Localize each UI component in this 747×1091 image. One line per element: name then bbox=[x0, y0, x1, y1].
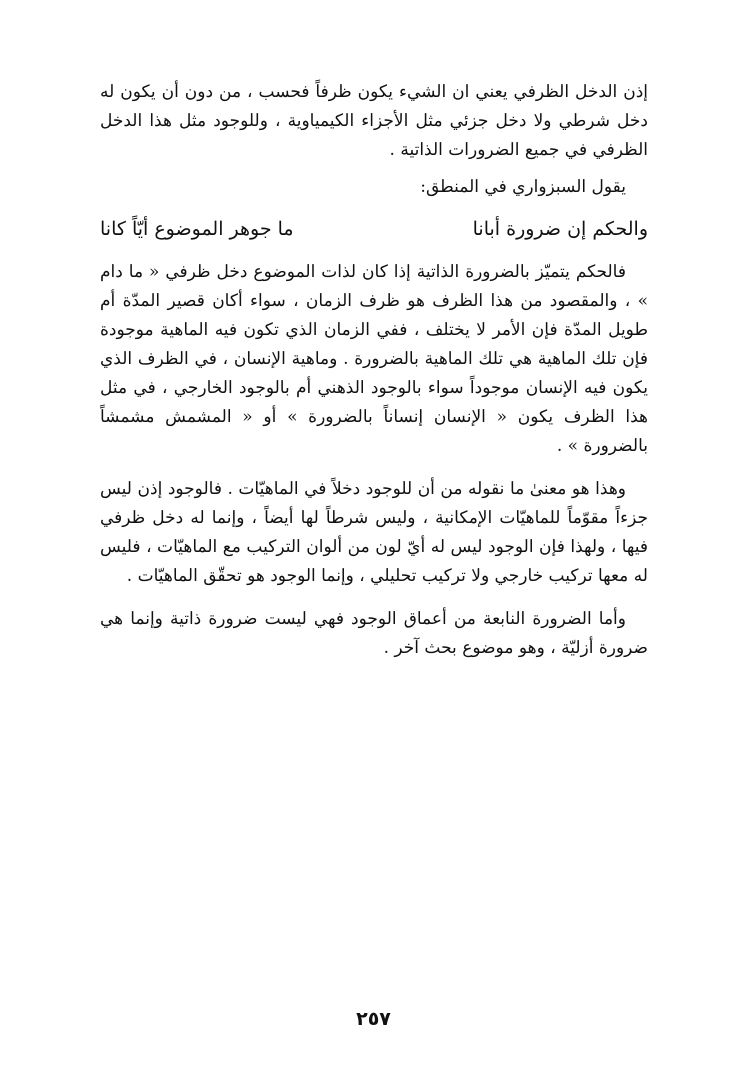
paragraph-intro: إذن الدخل الظرفي يعني ان الشيء يكون ظرفاً فحسب ، من دون أن يكون له دخل شرطي ولا دخل جزئي مثل الأجزاء الكيمياوية ، وللوجود مثل هذا الدخل الظرفي في جميع الضرورات الذاتية . bbox=[100, 82, 648, 160]
page-body bbox=[100, 78, 648, 663]
page-number: ٢٥٧ bbox=[356, 1008, 391, 1030]
paragraph-eternal-necessity: وأما الضرورة النابعة من أعماق الوجود فهي ليست ضرورة ذاتية وإنما هي ضرورة أزليّة ، وهو موضوع بحث آخر . bbox=[100, 609, 648, 658]
paragraph-existence-role: وهذا هو معنىٰ ما نقوله من أن للوجود دخلاً في الماهيّات . فالوجود إذن ليس جزءاً مقوّماً للماهيّات الإمكانية ، وليس شرطاً لها أيضاً ، وإنما له دخل ظرفي فيها ، ولهذا فإن الوجود ليس له أيّ لون من ألوان التركيب مع الماهيّات ، فليس له معها تركيب خارجي ولا تركيب تحليلي ، وإنما الوجود هو تحقّق الماهيّات . bbox=[100, 479, 648, 586]
verse-first-hemistich: والحكم إن ضرورة أبانا bbox=[472, 218, 648, 240]
poetry-verse bbox=[100, 214, 648, 244]
paragraph-quote-intro: يقول السبزواري في المنطق: bbox=[420, 177, 626, 197]
paragraph-essential-necessity: فالحكم يتميّز بالضرورة الذاتية إذا كان لذات الموضوع دخل ظرفي « ما دام » ، والمقصود من هذا الظرف هو ظرف الزمان ، سواء أكان قصير المدّة أم طويل المدّة فإن الأمر لا يختلف ، ففي الزمان الذي تكون فيه الماهية موجودة فإن تلك الماهية هي تلك الماهية بالضرورة . وماهية الإنسان ، في الظرف الذي يكون فيه الإنسان موجوداً سواء بالوجود الذهني أم بالوجود الخارجي ، في مثل هذا الظرف يكون « الإنسان إنساناً بالضرورة » أو « المشمش مشمشاً بالضرورة » . bbox=[100, 262, 648, 456]
verse-second-hemistich: ما جوهر الموضوع أيّاً كانا bbox=[100, 218, 294, 240]
